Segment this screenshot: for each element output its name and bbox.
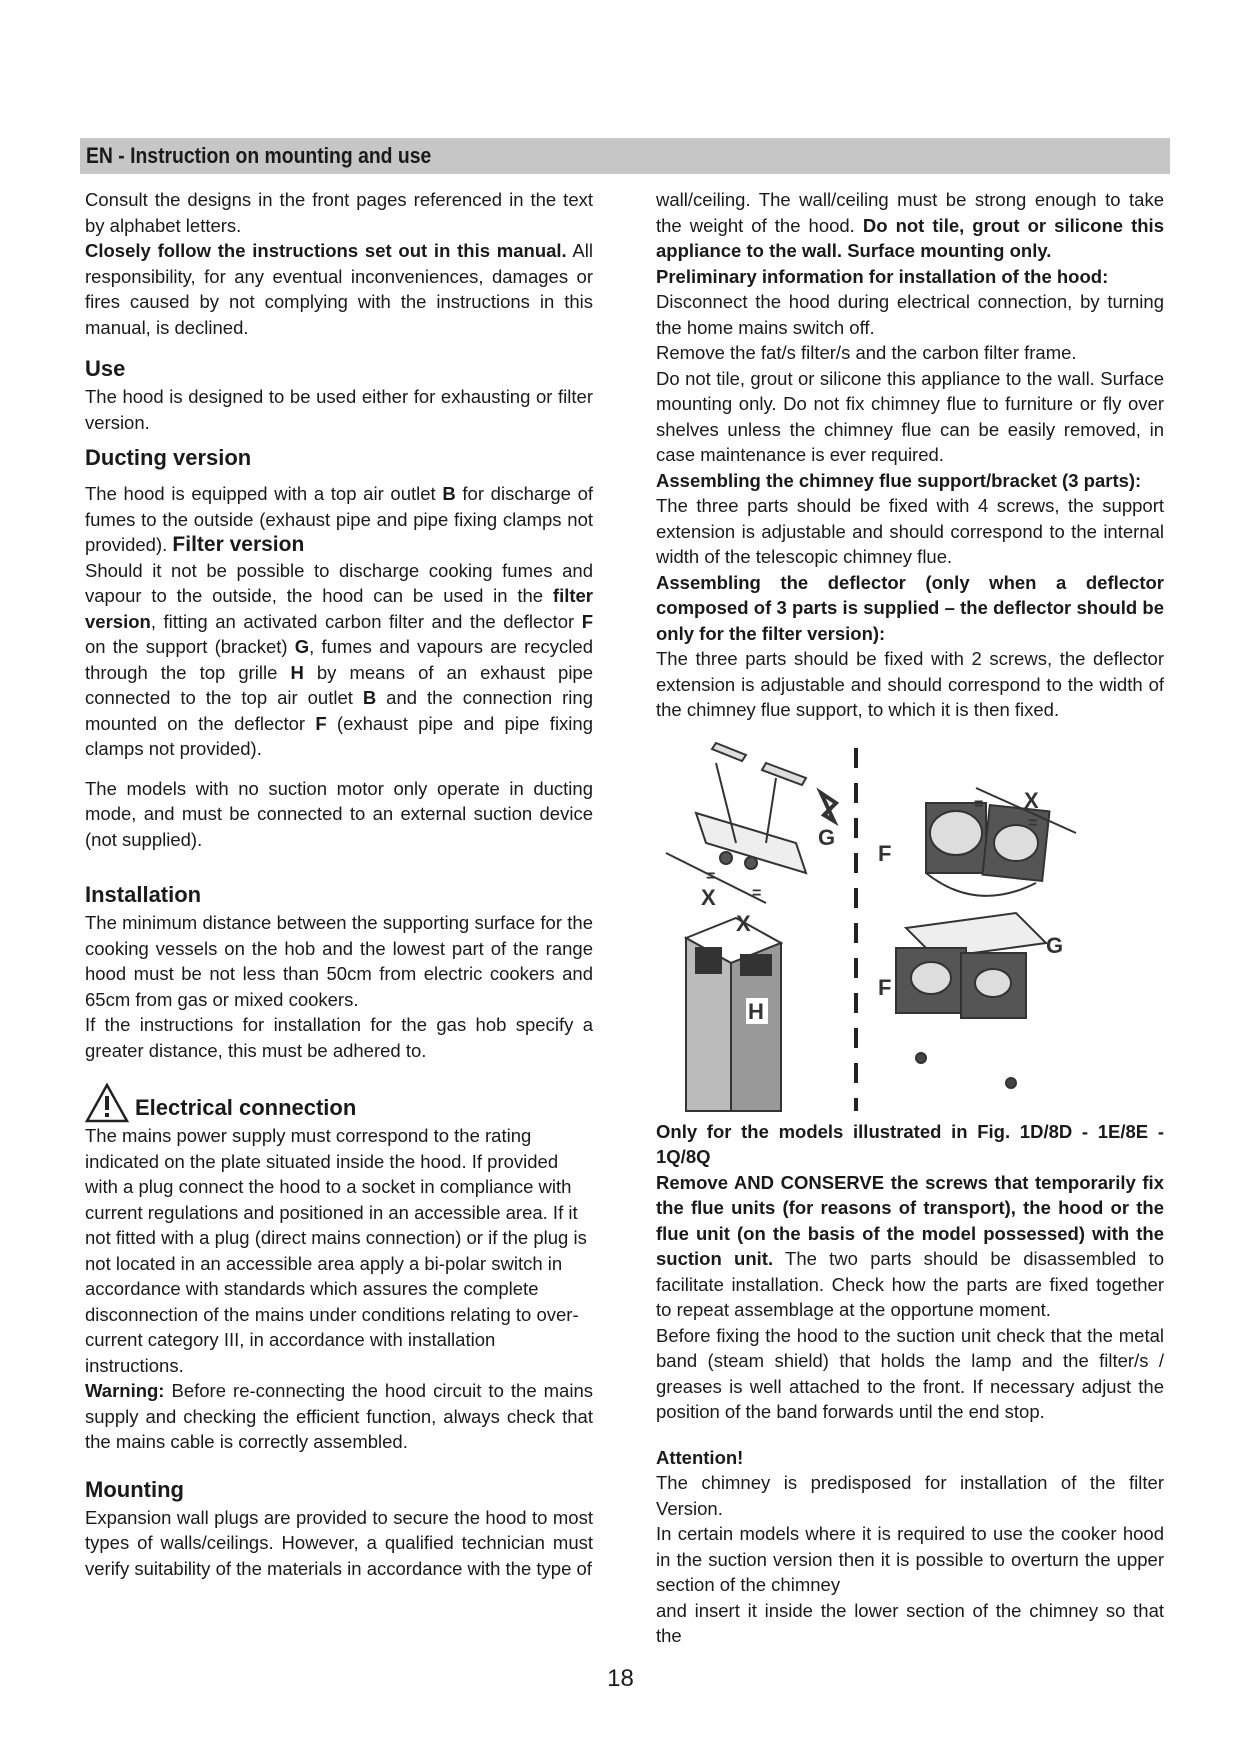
assembly-figure bbox=[656, 733, 1164, 1113]
left-column bbox=[85, 187, 593, 1581]
warning-triangle-icon bbox=[85, 1083, 129, 1123]
filter-version-heading: Filter version bbox=[172, 533, 305, 556]
figure-label-g: G bbox=[818, 824, 836, 850]
right-column bbox=[656, 187, 1164, 1649]
figure-label-g-bottom: G bbox=[1046, 932, 1064, 958]
deflector-text: The three parts should be fixed with 2 screws, the deflector extension is adjustable and should correspond to the width of the chimney flue support, to which it is then fixed. bbox=[656, 648, 1164, 720]
figure-label-eq-4: = bbox=[1028, 814, 1038, 832]
preliminary-text-2: Remove the fat/s filter/s and the carbon filter frame. bbox=[656, 342, 1077, 363]
preliminary-text-3: Do not tile, grout or silicone this appliance to the wall. Surface mounting only. Do not fix chimney flue to furniture or fly over shelves unless the chimney flue can be easily removed, in case maintenance is ever required. bbox=[656, 367, 1164, 465]
figure-label-eq-3: = bbox=[974, 795, 984, 813]
warning-paragraph: Warning: Before re-connecting the hood circuit to the mains supply and checking the efficient function, always check that the mains cable is correctly assembled. bbox=[85, 1380, 593, 1452]
assembling-text: The three parts should be fixed with 4 screws, the support extension is adjustable and should correspond to the internal width of the telescopic chimney flue. bbox=[656, 495, 1164, 567]
figure-label-f-bottom: F bbox=[878, 974, 892, 1000]
section-header-bar bbox=[80, 138, 1170, 174]
attention-heading: Attention! bbox=[656, 1446, 744, 1468]
mounting-text: Expansion wall plugs are provided to secure the hood to most types of walls/ceilings. However, a qualified technician must verify suitability of the materials in accordance with the type of bbox=[85, 1506, 593, 1579]
figure-label-x-chimney: X bbox=[736, 910, 751, 936]
bracket-drawing bbox=[666, 743, 836, 903]
filter-version-text: Should it not be possible to discharge cooking fumes and vapour to the outside, the hood can be used in the filter version, fitting an activated carbon filter and the deflector F on the support (bracket) G, fumes and vapours are recycled through the top grille H by means of an exhaust pipe connected to the top air outlet B and the connection ring mounted on the deflector F (exhaust pipe and pipe fixing clamps not provided). bbox=[85, 559, 594, 759]
assembling-heading: Assembling the chimney flue support/bracket (3 parts): bbox=[656, 469, 1142, 491]
remove-paragraph: Remove AND CONSERVE the screws that temporarily fix the flue units (for reasons of transport), the hood or the flue unit (on the basis of the model possessed) with the suction unit. The two parts should be disassembled to facilitate installation. Check how the parts are fixed together to repeat assemblage at the opportune moment. bbox=[656, 1171, 1165, 1320]
preliminary-text-1: Disconnect the hood during electrical connection, by turning the home mains switch off. bbox=[656, 291, 1164, 338]
intro-paragraph: Consult the designs in the front pages referenced in the text by alphabet letters. bbox=[85, 189, 593, 236]
installation-text: The minimum distance between the supporting surface for the cooking vessels on the hob and the lowest part of the range hood must be not less than 50cm from electric cookers and 65cm from gas or mixed cookers. bbox=[85, 912, 593, 1010]
installation-heading: Installation bbox=[85, 882, 202, 907]
assembly-diagram bbox=[656, 733, 1164, 1113]
electrical-text: The mains power supply must correspond to the rating indicated on the plate situated inside the hood. If provided with a plug connect the hood to a socket in compliance with current regulations and positioned in an accessible area. If it not fitted with a plug (direct mains connection) or if the plug is not located in an accessible area apply a bi-polar switch in accordance with standards which assures the complete disconnection of the mains under conditions relating to over-current category III, in accordance with installation instructions. bbox=[85, 1125, 587, 1376]
figure-label-x-top-right: X bbox=[1024, 787, 1039, 813]
ducting-text: The hood is equipped with a top air outlet B for discharge of fumes to the outside (exhaust pipe and pipe fixing clamps not provided). Filter version bbox=[85, 483, 594, 556]
deflector-heading: Assembling the deflector (only when a deflector composed of 3 parts is supplied – the deflector should be only for the filter version): bbox=[656, 571, 1164, 644]
preliminary-heading: Preliminary information for installation of the hood: bbox=[656, 265, 1109, 287]
ducting-heading: Ducting version bbox=[85, 445, 252, 470]
use-text: The hood is designed to be used either for exhausting or filter version. bbox=[85, 386, 593, 433]
figure-label-eq-1: = bbox=[706, 867, 716, 885]
attention-text-1: The chimney is predisposed for installation of the filter Version. bbox=[656, 1472, 1164, 1519]
section-title: EN - Instruction on mounting and use bbox=[86, 143, 432, 168]
figure-label-x: X bbox=[701, 884, 716, 910]
figure-label-h: H bbox=[748, 998, 764, 1024]
only-models-heading: Only for the models illustrated in Fig. 1D/8D - 1E/8E - 1Q/8Q bbox=[656, 1120, 1164, 1167]
use-heading: Use bbox=[85, 356, 126, 381]
mounting-heading: Mounting bbox=[85, 1476, 184, 1502]
electrical-heading-row bbox=[85, 1083, 593, 1123]
installation-text-2: If the instructions for installation for the gas hob specify a greater distance, this must be adhered to. bbox=[85, 1014, 593, 1061]
electrical-heading: Electrical connection bbox=[135, 1095, 357, 1120]
figure-label-f-top: F bbox=[878, 840, 892, 866]
figure-label-eq-2: = bbox=[752, 884, 762, 902]
wall-paragraph: wall/ceiling. The wall/ceiling must be strong enough to take the weight of the hood. Do not tile, grout or silicone this appliance to the wall. Surface mounting only. bbox=[656, 189, 1164, 261]
before-fixing-paragraph: Before fixing the hood to the suction unit check that the metal band (steam shield) that holds the lamp and the filter/s / greases is well attached to the front. If necessary adjust the position of the band forwards until the end stop. bbox=[656, 1324, 1164, 1422]
filter-drawing bbox=[896, 913, 1046, 1088]
responsibility-paragraph: Closely follow the instructions set out in this manual. All responsibility, for any eventual inconveniences, damages or fires caused by not complying with the instructions in this manual, is declined. bbox=[85, 240, 593, 338]
attention-text-3: and insert it inside the lower section of the chimney so that the bbox=[656, 1599, 1164, 1646]
attention-text-2: In certain models where it is required to use the cooker hood in the suction version then it is possible to overturn the upper section of the chimney bbox=[656, 1523, 1164, 1595]
models-paragraph: The models with no suction motor only operate in ducting mode, and must be connected to an external suction device (not supplied). bbox=[85, 777, 593, 850]
page-number: 18 bbox=[607, 1665, 634, 1692]
deflector-drawing bbox=[926, 788, 1076, 896]
